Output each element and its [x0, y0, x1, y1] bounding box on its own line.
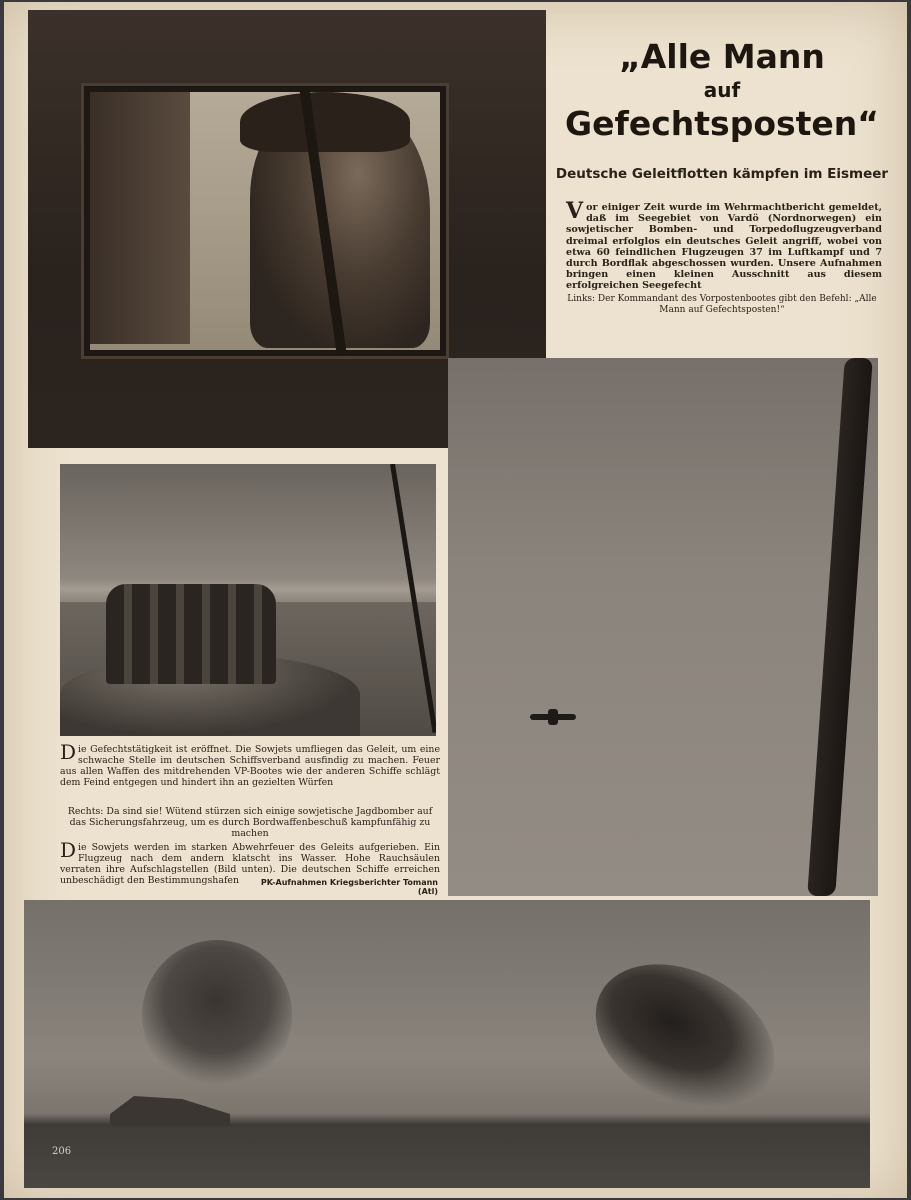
- plane-silhouette: [530, 714, 576, 720]
- crew-group: [106, 584, 276, 684]
- caption-left-text: ie Gefechtstätigkeit ist eröffnet. Die Sowjets umfliegen das Geleit, um eine schwache Stelle im deutschen Schiffsverband ausfindig zu machen. Feuer aus allen Waffen des mitdrehenden VP-Bootes wie der anderen Schiffe schlägt dem Feind entgegen und hindert ihn an gezielten Würfen: [60, 744, 440, 788]
- headline-line-1: „Alle Mann: [619, 37, 825, 76]
- headline-line-3: Gefechtsposten“: [565, 104, 879, 143]
- magazine-page: [4, 2, 907, 1198]
- subheadline: Deutsche Geleitflotten kämpfen im Eismeer: [555, 166, 889, 182]
- officer-cap: [240, 92, 410, 152]
- ship-silhouette: [110, 1096, 230, 1126]
- headline: [552, 38, 892, 144]
- photo-plane-in-sky: [448, 358, 878, 896]
- photo-credit: PK-Aufnahmen Kriegsberichter Tomann (Atl): [260, 878, 438, 896]
- caption-left: [60, 740, 440, 788]
- caption-links: Links: Der Kommandant des Vorpostenbootes gibt den Befehl: „Alle Mann auf Gefechtsposten!“: [567, 294, 877, 315]
- caption-bottom-drop-letter: D: [60, 838, 77, 862]
- foreground-wire: [807, 358, 873, 896]
- headline-line-2: auf: [703, 78, 741, 102]
- photo-sea-battle: [24, 900, 870, 1188]
- photo-ship-deck-crew: [60, 464, 436, 736]
- intro-drop-letter: V: [566, 198, 584, 224]
- figure-left: [90, 92, 190, 344]
- smoke-column-crash: [571, 935, 800, 1139]
- caption-bottom-text: ie Sowjets werden im starken Abwehrfeuer des Geleits aufgerieben. Ein Flugzeug nach dem andern klatscht ins Wasser. Hohe Rauchsäulen verraten ihre Aufschlagstellen (Bild unten). Die deutschen Schiffe erreichen unbeschädigt den Bestimmungshafen: [60, 842, 440, 886]
- intro-text: or einiger Zeit wurde im Wehrmachtbericht gemeldet, daß im Seegebiet von Vardö (Nordnorwegen) ein sowjetischer Bomben- und Torpedoflugzeugverband dreimal erfolglos ein deutsches Geleit angriff, wobei von etwa 60 feindlichen Flugzeugen 37 im Luftkampf und 7 durch Bordflak abgeschossen wurden. Unsere Aufnahmen bringen einen kleinen Ausschnitt aus diesem erfolgreichen Seegefecht: [566, 202, 882, 292]
- caption-left-drop-letter: D: [60, 740, 77, 764]
- page-number: 206: [52, 1146, 72, 1157]
- window-frame: [84, 86, 446, 356]
- intro-paragraph: [566, 198, 882, 292]
- smoke-column-ship: [142, 940, 292, 1090]
- caption-rechts: Rechts: Da sind sie! Wütend stürzen sich einige sowjetische Jagdbomber auf das Sicherungsfahrzeug, um es durch Bordwaffenbeschuß kampfunfähig zu machen: [67, 806, 433, 839]
